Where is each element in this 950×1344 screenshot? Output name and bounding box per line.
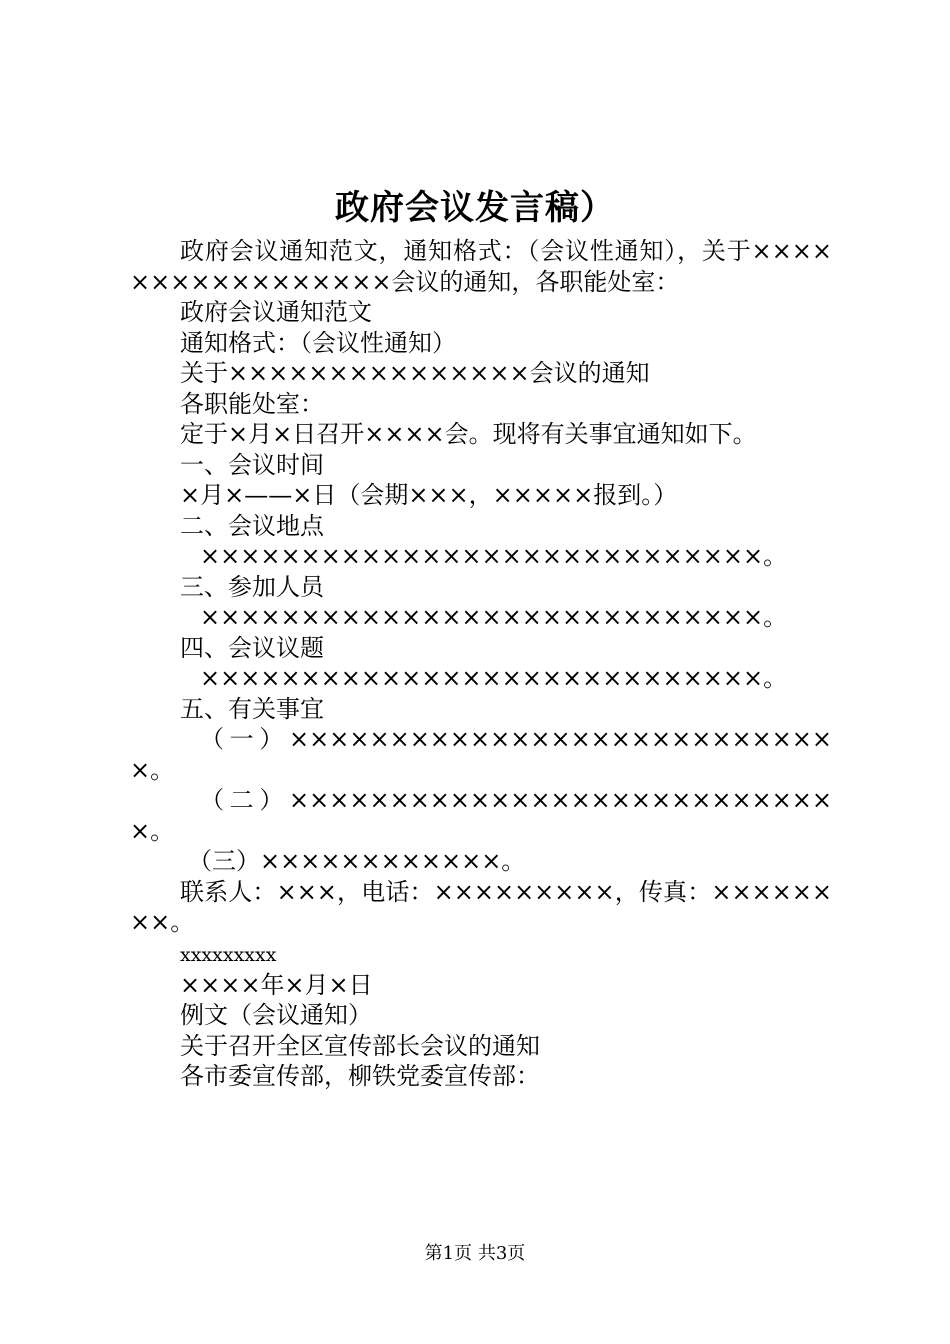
paragraph-attendees-detail: ××××××××××××××××××××××××××××。 [200, 603, 788, 631]
document-body [130, 236, 832, 1092]
paragraph-sender: xxxxxxxxx [180, 943, 277, 966]
document-title: 政府会议发言稿） [335, 188, 615, 228]
paragraph-time-detail: ×月×——×日（会期×××，×××××报到。） [180, 481, 678, 509]
paragraph-recipients: 各职能处室： [180, 389, 324, 418]
paragraph-matter-three: （三）××××××××××××。 [188, 847, 526, 875]
section-heading-topics: 四、会议议题 [180, 633, 324, 662]
paragraph-contact: 联系人：×××，电话：×××××××××，传真：××××××××。 [130, 877, 832, 936]
paragraph-intro: 政府会议通知范文，通知格式：（会议性通知），关于×××××××××××××××××会议的通知，各职能处室： [130, 237, 832, 296]
paragraph-example-recipients: 各市委宣传部，柳铁党委宣传部： [180, 1062, 540, 1090]
paragraph-heading-sample: 政府会议通知范文 [180, 298, 372, 326]
paragraph-topics-detail: ××××××××××××××××××××××××××××。 [200, 664, 788, 692]
page-indicator: 第1页 共3页 [424, 1243, 526, 1264]
section-heading-time: 一、会议时间 [180, 450, 324, 479]
paragraph-format: 通知格式：（会议性通知） [180, 328, 456, 357]
paragraph-location-detail: ××××××××××××××××××××××××××××。 [200, 542, 788, 570]
paragraph-matter-two: （二）××××××××××××××××××××××××××××。 [130, 786, 832, 845]
section-heading-location: 二、会议地点 [180, 511, 324, 540]
paragraph-example-heading: 例文（会议通知） [180, 1001, 372, 1029]
section-heading-matters: 五、有关事宜 [180, 694, 324, 723]
paragraph-date: ××××年×月×日 [180, 970, 373, 999]
paragraph-example-title: 关于召开全区宣传部长会议的通知 [180, 1031, 540, 1060]
paragraph-notice-title: 关于×××××××××××××××会议的通知 [180, 359, 650, 387]
section-heading-attendees: 三、参加人员 [180, 572, 324, 601]
paragraph-meeting-date: 定于×月×日召开××××会。现将有关事宜通知如下。 [180, 420, 757, 448]
paragraph-matter-one: （一）××××××××××××××××××××××××××××。 [130, 725, 832, 784]
